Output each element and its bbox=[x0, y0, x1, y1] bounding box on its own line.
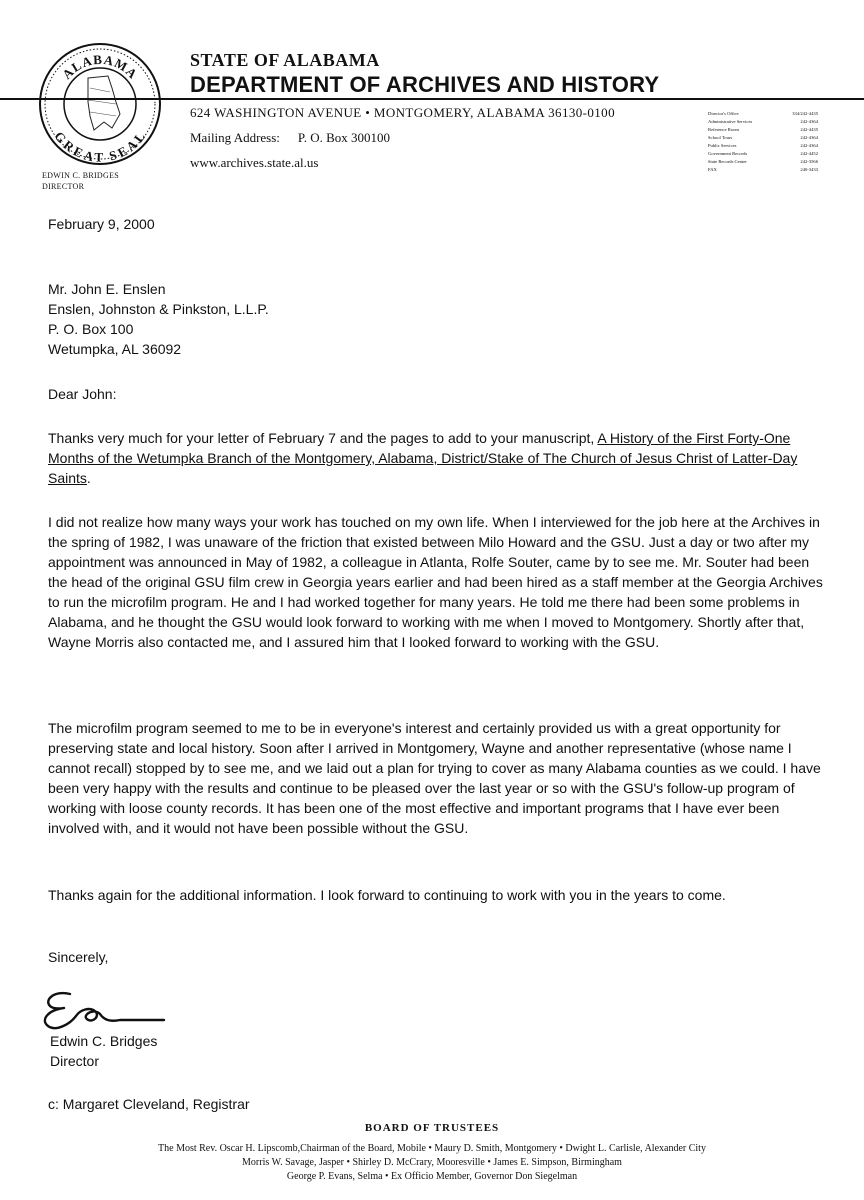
phone-directory bbox=[708, 110, 818, 174]
phone-row: School Tours 242-4364 bbox=[708, 135, 818, 140]
street-address: 624 WASHINGTON AVENUE • MONTGOMERY, ALABAMA 36130-0100 bbox=[190, 105, 615, 120]
board-members-line: Morris W. Savage, Jasper • Shirley D. McCrary, Mooresville • James E. Simpson, Birmingham bbox=[242, 1157, 622, 1168]
phone-row: Government Records 242-4452 bbox=[708, 151, 818, 156]
carbon-copy: c: Margaret Cleveland, Registrar bbox=[48, 1096, 250, 1112]
mailing-label: Mailing Address: bbox=[190, 130, 280, 145]
letter-date: February 9, 2000 bbox=[48, 216, 155, 232]
letterhead-divider bbox=[0, 98, 864, 100]
recipient-line: Enslen, Johnston & Pinkston, L.L.P. bbox=[48, 301, 269, 317]
manuscript-title: A History of the First Forty-One Months of the Wetumpka Branch of the Montgomery, Alabama, District/Stake of The Church of Jesus Christ of Latter-Day Saints bbox=[48, 430, 798, 486]
recipient-line: Wetumpka, AL 36092 bbox=[48, 341, 182, 357]
phone-row: FAX 240-3433 bbox=[708, 167, 818, 172]
state-seal-icon bbox=[38, 42, 162, 166]
body-paragraph-2: I did not realize how many ways your work has touched on my own life. When I interviewed for the job here at the Archives in the spring of 1982, I was unaware of the friction that existed between Milo Howard and the GSU. Just a day or two after my appointment was announced in May of 1982, a colleague in Atlanta, Rolfe Souter, came by to see me. Mr. Souter had been the head of the original GSU film crew in Georgia years earlier and had been hired as a staff member at the Georgia Archives to run the microfilm program. He and I had worked together for many years. He told me there had been some problems in Alabama, and he thought the GSU would look forward to working with me when I moved to Montgomery. Shortly after that, Wayne Morris also contacted me, and I assured him that I looked forward to working with the GSU. bbox=[48, 514, 823, 650]
body-paragraph-1: Thanks very much for your letter of February 7 and the pages to add to your manuscript, A History of the First Forty-One Months of the Wetumpka Branch of the Montgomery, Alabama, District/Stake of The Church of Jesus Christ of Latter-Day Saints. bbox=[48, 430, 798, 486]
closing: Sincerely, bbox=[48, 949, 109, 965]
agency-department-name: DEPARTMENT OF ARCHIVES AND HISTORY bbox=[190, 72, 660, 97]
signature-image bbox=[40, 986, 170, 1036]
phone-row: Administrative Services 242-4364 bbox=[708, 119, 818, 124]
mailing-value: P. O. Box 300100 bbox=[297, 130, 391, 145]
director-credit-title: DIRECTOR bbox=[42, 182, 85, 191]
agency-state-name: STATE OF ALABAMA bbox=[190, 50, 380, 70]
seal-top-text: ALABAMA bbox=[59, 51, 141, 82]
signer-name: Edwin C. Bridges bbox=[50, 1033, 158, 1049]
phone-row: Public Services 242-4364 bbox=[708, 143, 818, 148]
board-members-line: The Most Rev. Oscar H. Lipscomb,Chairman of the Board, Mobile • Maury D. Smith, Montgomery • Dwight L. Carlisle, Alexander City bbox=[158, 1143, 706, 1154]
phone-row: State Records Center 242-3566 bbox=[708, 159, 818, 164]
phone-row: Reference Room 242-4435 bbox=[708, 127, 818, 132]
mailing-address bbox=[190, 130, 390, 146]
body-paragraph-3: The microfilm program seemed to me to be in everyone's interest and certainly provided us with a great opportunity for preserving state and local history. Soon after I arrived in Montgomery, Wayne and another representative (whose name I cannot recall) stopped by to see me, and we laid out a plan for trying to cover as many Alabama counties as we could. I have been very happy with the results and continue to be pleased over the last year or so with the GSU's follow-up program of working with loose county records. It has been one of the most effective and important programs that I have ever been involved with, and it would not have been possible without the GSU. bbox=[48, 720, 821, 836]
seal-bottom-text: GREAT SEAL bbox=[51, 128, 149, 165]
website-address: www.archives.state.al.us bbox=[190, 155, 319, 170]
director-credit bbox=[42, 170, 119, 192]
recipient-line: P. O. Box 100 bbox=[48, 321, 134, 337]
body-paragraph-4: Thanks again for the additional information. I look forward to continuing to work with you in the years to come. bbox=[48, 887, 726, 903]
recipient-line: Mr. John E. Enslen bbox=[48, 281, 166, 297]
director-credit-name: EDWIN C. BRIDGES bbox=[42, 171, 120, 180]
salutation: Dear John: bbox=[48, 386, 117, 402]
phone-row: Director's Office 334/242-4435 bbox=[708, 111, 818, 116]
recipient-address bbox=[48, 279, 269, 359]
board-of-trustees-title: BOARD OF TRUSTEES bbox=[364, 1122, 500, 1134]
signer-title: Director bbox=[50, 1053, 100, 1069]
board-members-line: George P. Evans, Selma • Ex Officio Member, Governor Don Siegelman bbox=[286, 1171, 578, 1182]
